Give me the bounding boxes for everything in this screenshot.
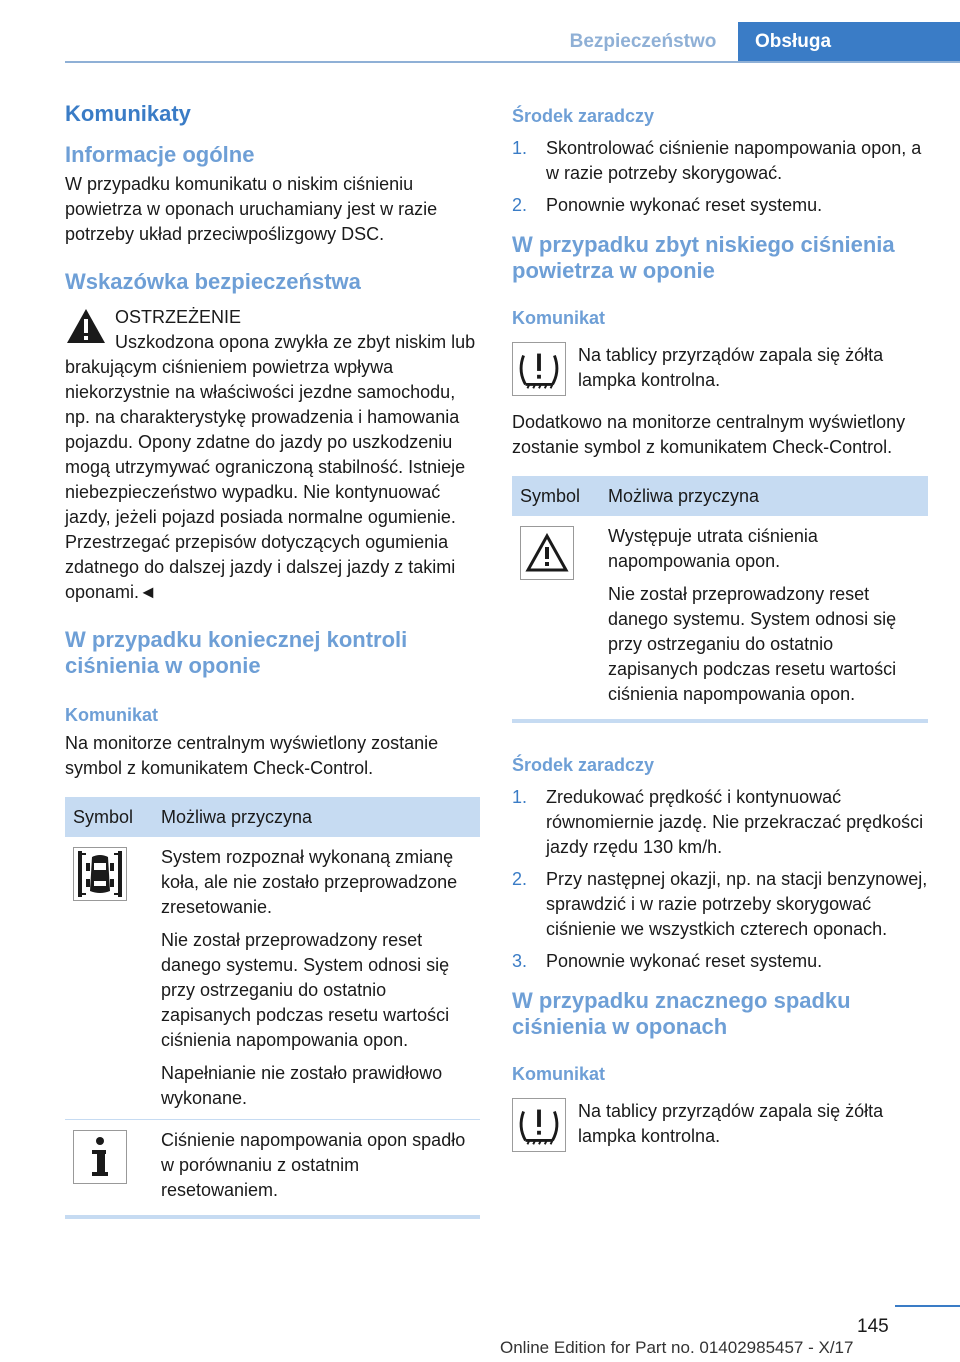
- edition-note: Online Edition for Part no. 01402985457 - X/17: [500, 1338, 854, 1357]
- table-header-cause: Możliwa przyczyna: [153, 797, 480, 837]
- lamp-block: [512, 342, 928, 396]
- lamp-block: [512, 1098, 928, 1152]
- list-item: 2. Ponownie wykonać reset systemu.: [512, 195, 823, 215]
- footer-rule: [895, 1305, 960, 1307]
- heading-messages: Komunikaty: [65, 101, 191, 126]
- extra-text: Dodatkowo na monitorze centralnym wyświetlony zostanie symbol z komunikatem Check-Control.: [512, 412, 906, 457]
- tire-pressure-warning-icon: [512, 342, 566, 396]
- warning-block: [65, 305, 480, 605]
- heading-low-pressure: W przypadku zbyt niskiego ciśnienia powietrza w oponie: [512, 232, 895, 283]
- symbol-table-left: [65, 797, 480, 1211]
- cause-text: System rozpoznał wykonaną zmianę koła, ale nie zostało przeprowadzone zresetowanie.: [161, 847, 458, 917]
- heading-message: Komunikat: [512, 308, 606, 328]
- table-bottom-rule: [65, 1215, 480, 1219]
- table-bottom-rule: [512, 719, 928, 723]
- list-item: 1. Skontrolować ciśnienie napompowania opon, a w razie potrzeby skorygować.: [512, 138, 922, 183]
- heading-severe-drop: W przypadku znacznego spadku ciśnienia w oponach: [512, 988, 851, 1039]
- heading-remedy: Środek zaradczy: [512, 755, 655, 775]
- cause-text: Występuje utrata ciśnienia napompowania opon.: [608, 526, 818, 571]
- general-text: W przypadku komunikatu o niskim ciśnieniu powietrza w oponach uruchamiany jest w razie potrzeby układ przeciwpoślizgowy DSC.: [65, 174, 438, 244]
- heading-message: Komunikat: [512, 1064, 606, 1084]
- heading-check-pressure: W przypadku koniecznej kontroli ciśnienia w oponie: [65, 627, 408, 678]
- info-icon: [73, 1130, 127, 1184]
- header-tab-operation[interactable]: Obsługa: [738, 22, 960, 62]
- remedy-steps: [512, 785, 928, 974]
- tire-pressure-warning-icon: [512, 1098, 566, 1152]
- cause-text: Napełnianie nie zostało prawidłowo wykonane.: [161, 1063, 443, 1108]
- cause-text: Nie został przeprowadzony reset danego systemu. System odnosi się przy ostrzeganiu do ostatnio zapisanych podczas resetu wartości ciśnienia napompowania opon.: [161, 930, 450, 1050]
- header-tab-safety[interactable]: Bezpieczeństwo: [569, 31, 717, 52]
- lamp-text: Na tablicy przyrządów zapala się żółta lampka kontrolna.: [578, 345, 884, 390]
- symbol-table-right: [512, 476, 928, 715]
- list-item: 1. Zredukować prędkość i kontynuować równomiernie jazdę. Nie przekraczać prędkości jazdy rzędu 130 km/h.: [512, 787, 924, 857]
- table-header-symbol: Symbol: [65, 797, 153, 837]
- cause-text: Ciśnienie napompowania opon spadło w porównaniu z ostatnim resetowaniem.: [161, 1130, 466, 1200]
- list-item: 3. Ponownie wykonać reset systemu.: [512, 951, 823, 971]
- list-item: 2. Przy następnej okazji, np. na stacji benzynowej, sprawdzić i w razie potrzeby skorygować ciśnienie we wszystkich czterech oponach.: [512, 869, 928, 939]
- cause-text: Nie został przeprowadzony reset danego systemu. System odnosi się przy ostrzeganiu do ostatnio zapisanych podczas resetu wartości ciśnienia napompowania opon.: [608, 584, 897, 704]
- heading-general: Informacje ogólne: [65, 142, 255, 167]
- heading-message: Komunikat: [65, 705, 159, 725]
- page-number: 145: [857, 1316, 889, 1337]
- table-header-cause: Możliwa przyczyna: [600, 476, 928, 516]
- table-row: [65, 837, 480, 1120]
- heading-remedy: Środek zaradczy: [512, 106, 655, 126]
- left-column: [65, 100, 480, 1219]
- message-text: Na monitorze centralnym wyświetlony zostanie symbol z komunikatem Check-Control.: [65, 733, 439, 778]
- warning-text: Uszkodzona opona zwykła ze zbyt niskim lub brakującym ciśnieniem powietrza wpływa niekorzystnie na właściwości jezdne samochodu, np. na charakterystykę prowadzenia i hamowania pojazdu. Opony zdatne do jazdy po uszkodzeniu mogą utrzymywać ograniczoną stabilność. Istnieje niebezpieczeństwo wypadku. Nie kontynuować jazdy, jeżeli pojazd posiada normalne ogumienie. Przestrzegać przepisów dotyczących ogumienia zdatnego do dalszej jazdy i dalszej jazdy z takimi oponami.◄: [65, 332, 476, 602]
- lamp-text: Na tablicy przyrządów zapala się żółta lampka kontrolna.: [578, 1101, 884, 1146]
- heading-safety: Wskazówka bezpieczeństwa: [65, 269, 361, 294]
- header-rule: [65, 61, 960, 63]
- car-reset-icon: [73, 847, 127, 901]
- remedy-steps: [512, 136, 928, 218]
- right-column: [512, 104, 928, 1152]
- table-row: [512, 516, 928, 715]
- warning-title: OSTRZEŻENIE: [115, 307, 242, 327]
- table-header-symbol: Symbol: [512, 476, 600, 516]
- table-row: [65, 1120, 480, 1212]
- warning-triangle-icon: [520, 526, 574, 580]
- warning-triangle-icon: [65, 307, 107, 345]
